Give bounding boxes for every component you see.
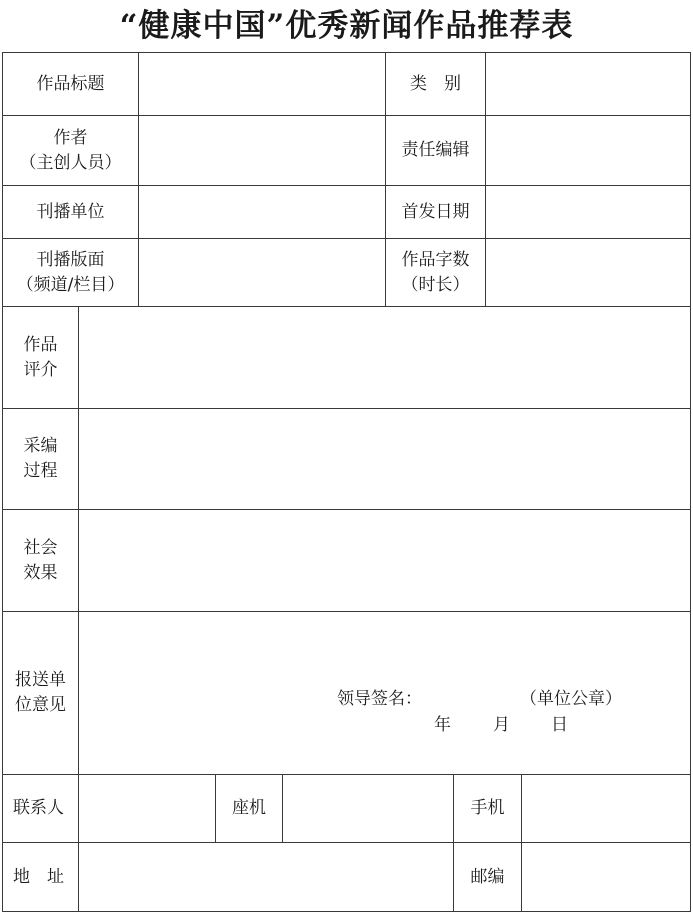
landline-label: 座机 <box>232 798 266 818</box>
effect-label-line2: 效果 <box>23 562 58 583</box>
review-field[interactable] <box>79 307 690 408</box>
opinion-label <box>3 612 78 774</box>
postcode-label: 邮编 <box>470 866 505 887</box>
process-label <box>3 409 78 509</box>
publisher-label: 刊播单位 <box>36 201 105 222</box>
word-count-label <box>386 239 485 306</box>
first-publish-date-field[interactable] <box>486 186 690 238</box>
review-label-line1: 作品 <box>23 334 58 355</box>
effect-label <box>3 510 78 611</box>
address-field[interactable] <box>79 843 453 911</box>
mobile-label: 手机 <box>470 798 505 818</box>
word-count-label-line1: 作品字数 <box>401 249 470 270</box>
effect-label-line1: 社会 <box>23 537 58 558</box>
author-field[interactable] <box>139 116 385 185</box>
date-year-label: 年 <box>434 715 451 735</box>
recommendation-form-table <box>2 52 691 912</box>
date-month-label: 月 <box>493 715 510 735</box>
process-label-line1: 采编 <box>23 436 58 456</box>
page-channel-label <box>3 239 138 306</box>
page-channel-label-line1: 刊播版面 <box>36 249 105 270</box>
author-label-line1: 作者 <box>53 127 88 148</box>
opinion-label-line2: 位意见 <box>15 695 66 715</box>
author-label-line2: （主创人员） <box>19 152 122 173</box>
contact-person-field[interactable] <box>79 775 215 842</box>
mobile-field[interactable] <box>522 775 690 842</box>
process-label-line2: 过程 <box>23 461 58 481</box>
unit-seal-label: （单位公章） <box>520 689 622 709</box>
landline-field[interactable] <box>283 775 453 842</box>
page-channel-label-line2: （频道/栏目） <box>16 274 125 295</box>
table-border-right <box>690 52 691 912</box>
word-count-label-line2: （时长） <box>401 274 470 295</box>
author-label <box>3 116 138 185</box>
table-border-bottom <box>2 911 691 912</box>
document-title: “健康中国”优秀新闻作品推荐表 <box>119 8 574 44</box>
process-field[interactable] <box>79 409 690 509</box>
postcode-field[interactable] <box>522 843 690 911</box>
date-day-label: 日 <box>551 715 568 735</box>
work-title-field[interactable] <box>139 53 385 115</box>
page-channel-field[interactable] <box>139 239 385 306</box>
first-publish-date-label: 首发日期 <box>401 201 470 222</box>
leader-signature-label: 领导签名： <box>337 689 422 709</box>
work-title-label: 作品标题 <box>36 73 105 94</box>
word-count-field[interactable] <box>486 239 690 306</box>
effect-field[interactable] <box>79 510 690 611</box>
category-label: 类 别 <box>410 73 461 94</box>
review-label-line2: 评介 <box>23 359 58 380</box>
responsible-editor-field[interactable] <box>486 116 690 185</box>
address-label: 地 址 <box>13 866 64 887</box>
opinion-label-line1: 报送单 <box>15 670 66 690</box>
review-label <box>3 307 78 408</box>
category-field[interactable] <box>486 53 690 115</box>
publisher-field[interactable] <box>139 186 385 238</box>
contact-person-label: 联系人 <box>13 798 64 818</box>
responsible-editor-label: 责任编辑 <box>401 140 470 160</box>
